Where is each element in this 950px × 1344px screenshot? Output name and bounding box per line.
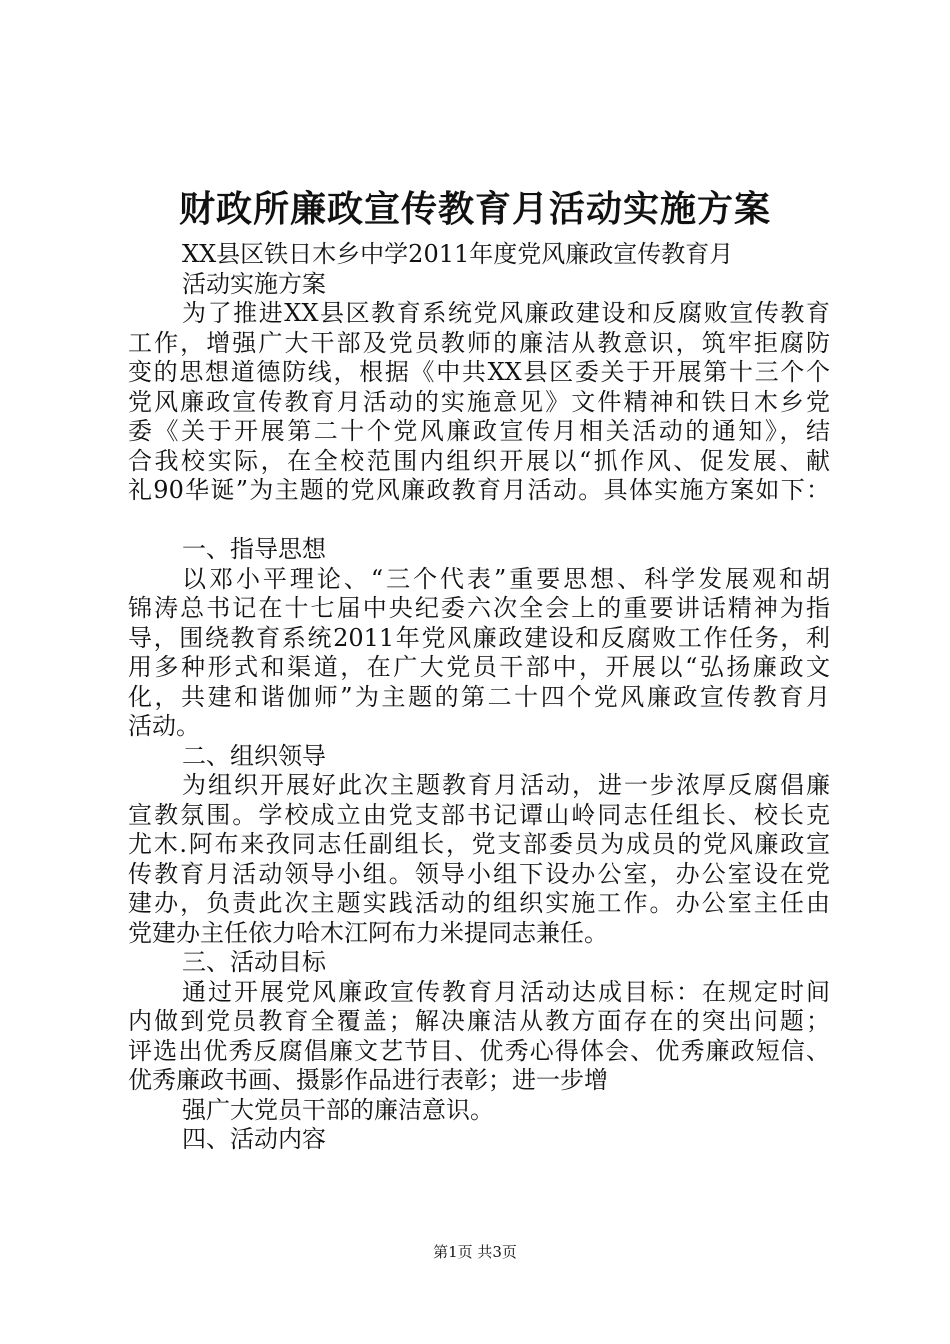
body-line: 传教育月活动领导小组。领导小组下设办公室，办公室设在党 [128,859,830,888]
body-line: 礼90华诞”为主题的党风廉政教育月活动。具体实施方案如下： [128,476,830,504]
body-line: 优秀廉政书画、摄影作品进行表彰；进一步增 [128,1066,608,1094]
body-line: 为组织开展好此次主题教育月活动，进一步浓厚反腐倡廉 [182,771,830,799]
body-line: 以邓小平理论、“三个代表”重要思想、科学发展观和胡 [182,564,830,593]
body-line: 四、活动内容 [182,1125,326,1153]
body-line: 合我校实际，在全校范围内组织开展以“抓作风、促发展、献 [128,446,830,475]
body-line: 内做到党员教育全覆盖；解决廉洁从教方面存在的突出问题； [128,1007,830,1035]
body-line: 建办，负责此次主题实践活动的组织实施工作。办公室主任由 [128,889,830,917]
body-line: 化，共建和谐伽师”为主题的第二十四个党风廉政宣传教育月 [128,682,830,711]
body-line: XX县区铁日木乡中学2011年度党风廉政宣传教育月 [182,240,734,268]
page-footer: 第1页 共3页 [433,1243,517,1261]
document-title: 财政所廉政宣传教育月活动实施方案 [178,188,771,230]
body-line: 工作，增强广大干部及党员教师的廉洁从教意识，筑牢拒腐防 [128,328,830,357]
blank-line [128,506,830,536]
body-line: 宣教氛围。学校成立由党支部书记谭山岭同志任组长、校长克 [128,800,830,829]
body-line: 用多种形式和渠道，在广大党员干部中，开展以“弘扬廉政文 [128,653,830,681]
body-line: 评选出优秀反腐倡廉文艺节目、优秀心得体会、优秀廉政短信、 [128,1036,830,1065]
body-line: 尤木.阿布来孜同志任副组长，党支部委员为成员的党风廉政宣 [128,830,830,858]
body-line: 党建办主任依力哈木江阿布力米提同志兼任。 [128,918,608,947]
body-line: 活动。 [128,712,200,740]
body-line: 强广大党员干部的廉洁意识。 [182,1095,494,1124]
body-line: 一、指导思想 [182,535,326,563]
body-line: 为了推进XX县区教育系统党风廉政建设和反腐败宣传教育 [182,299,830,327]
body-line: 党风廉政宣传教育月活动的实施意见》文件精神和铁日木乡党 [128,387,830,416]
body-line: 三、活动目标 [182,948,326,976]
body-line: 锦涛总书记在十七届中央纪委六次全会上的重要讲话精神为指 [128,594,830,622]
body-line: 变的思想道德防线，根据《中共XX县区委关于开展第十三个个 [128,358,830,386]
body-line: 委《关于开展第二十个党风廉政宣传月相关活动的通知》，结 [128,417,830,445]
body-line: 二、组织领导 [182,741,326,770]
document-body [128,240,830,1155]
body-line: 活动实施方案 [182,269,326,298]
body-line: 导，围绕教育系统2011年党风廉政建设和反腐败工作任务，利 [128,623,830,652]
body-line: 通过开展党风廉政宣传教育月活动达成目标：在规定时间 [182,977,830,1006]
